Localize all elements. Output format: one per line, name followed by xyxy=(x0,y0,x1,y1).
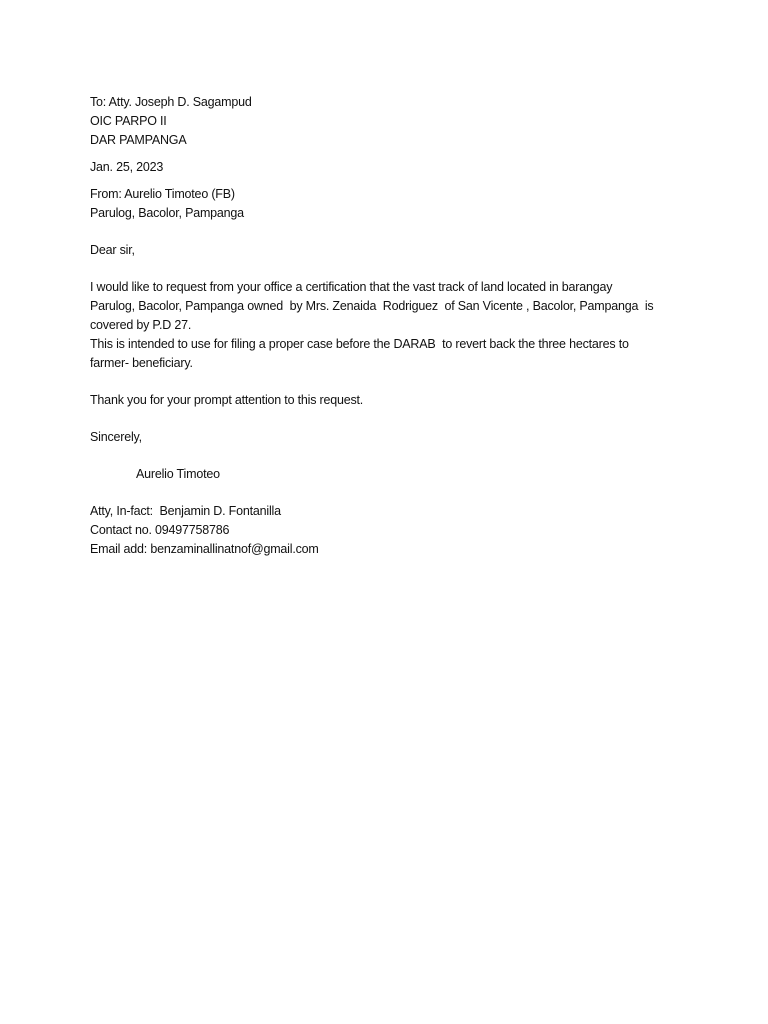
recipient-to-line: To: Atty. Joseph D. Sagampud xyxy=(90,95,252,109)
letter-date: Jan. 25, 2023 xyxy=(90,160,164,174)
body-line-4: This is intended to use for filing a proper case before the DARAB to revert back the three hectares to xyxy=(90,337,629,351)
sender-address-line: Parulog, Bacolor, Pampanga xyxy=(90,206,244,220)
letter-body xyxy=(90,93,690,559)
signature-name: Aurelio Timoteo xyxy=(136,467,220,481)
thanks-line: Thank you for your prompt attention to this request. xyxy=(90,393,364,407)
body-line-3: covered by P.D 27. xyxy=(90,318,192,332)
contact-number-line: Contact no. 09497758786 xyxy=(90,523,230,537)
closing-line: Sincerely, xyxy=(90,430,142,444)
recipient-title-line: OIC PARPO II xyxy=(90,114,167,128)
body-line-5: farmer- beneficiary. xyxy=(90,356,193,370)
sender-from-line: From: Aurelio Timoteo (FB) xyxy=(90,187,235,201)
recipient-office-line: DAR PAMPANGA xyxy=(90,133,187,147)
body-line-1: I would like to request from your office a certification that the vast track of land located in barangay xyxy=(90,280,613,294)
body-line-2: Parulog, Bacolor, Pampanga owned by Mrs. Zenaida Rodriguez of San Vicente , Bacolor, Pampanga is xyxy=(90,299,654,313)
salutation: Dear sir, xyxy=(90,243,135,257)
attorney-in-fact-line: Atty, In-fact: Benjamin D. Fontanilla xyxy=(90,504,281,518)
email-address-line: Email add: benzaminallinatnof@gmail.com xyxy=(90,542,319,556)
